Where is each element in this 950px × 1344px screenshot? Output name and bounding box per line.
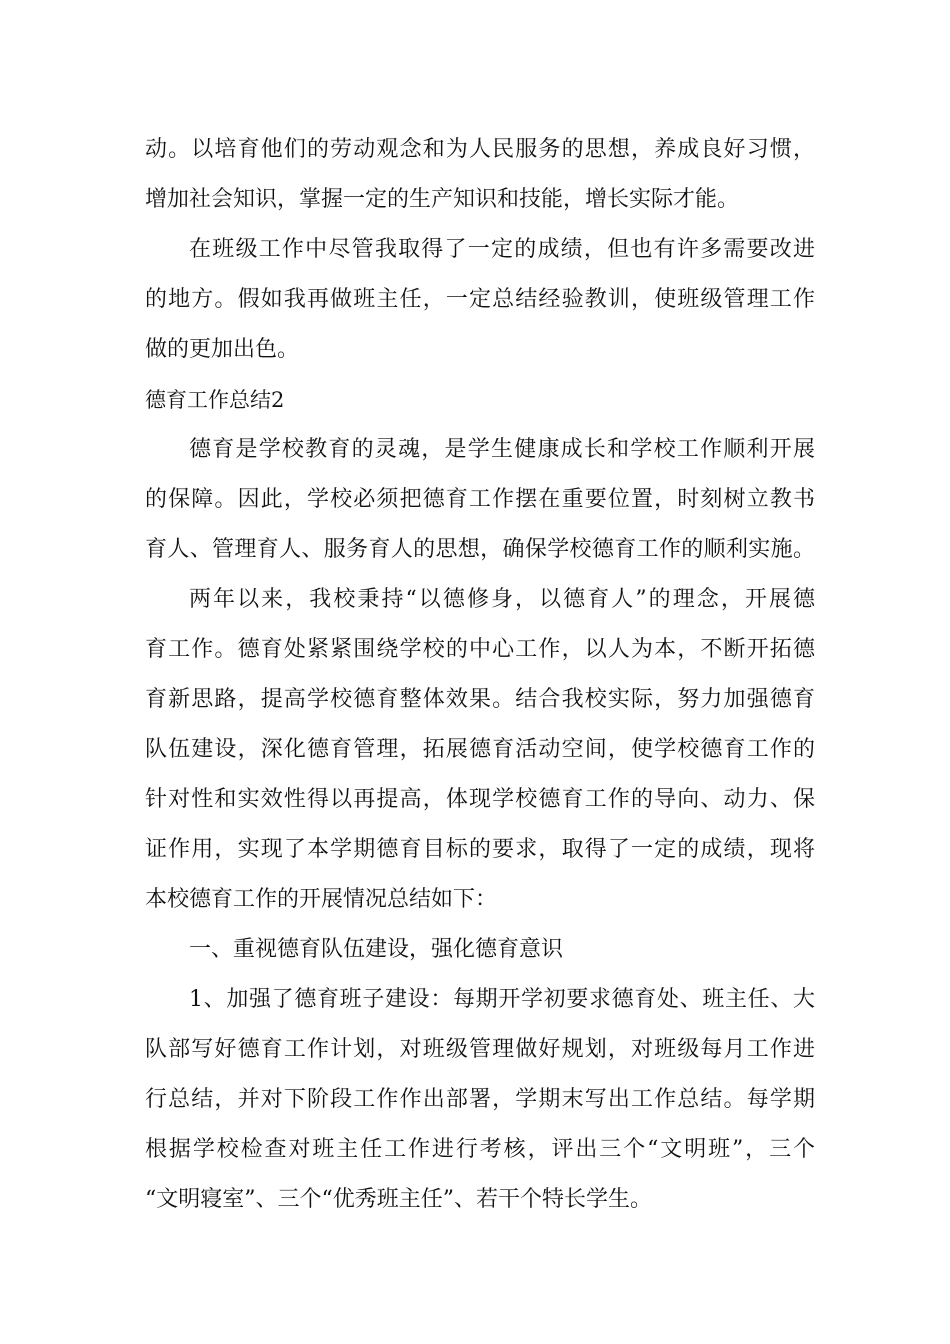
paragraph-line: 育新思路，提高学校德育整体效果。结合我校实际，努力加强德育	[145, 687, 815, 712]
paragraph-line: 育工作。德育处紧紧围绕学校的中心工作，以人为本，不断开拓德	[145, 637, 815, 662]
subheading: 一、重视德育队伍建设，强化德育意识	[189, 937, 564, 962]
paragraph-line: 动。以培育他们的劳动观念和为人民服务的思想，养成良好习惯，	[145, 137, 815, 162]
paragraph-line: 德育是学校教育的灵魂，是学生健康成长和学校工作顺利开展	[189, 437, 815, 462]
paragraph-line: 1、加强了德育班子建设：每期开学初要求德育处、班主任、大	[189, 987, 815, 1012]
paragraph-line: 证作用，实现了本学期德育目标的要求，取得了一定的成绩，现将	[145, 837, 815, 862]
paragraph-line: 行总结，并对下阶段工作作出部署，学期末写出工作总结。每学期	[145, 1087, 815, 1112]
paragraph-line: 增加社会知识，掌握一定的生产知识和技能，增长实际才能。	[145, 187, 740, 212]
paragraph-line: 队部写好德育工作计划，对班级管理做好规划，对班级每月工作进	[145, 1037, 815, 1062]
paragraph-line: 育人、管理育人、服务育人的思想，确保学校德育工作的顺利实施。	[145, 537, 815, 562]
paragraph-line: 针对性和实效性得以再提高，体现学校德育工作的导向、动力、保	[145, 787, 815, 812]
paragraph-line: 两年以来，我校秉持“以德修身，以德育人”的理念，开展德	[189, 587, 815, 612]
paragraph-line: 的保障。因此，学校必须把德育工作摆在重要位置，时刻树立教书	[145, 487, 815, 512]
paragraph-line: 根据学校检查对班主任工作进行考核，评出三个“文明班”，三个	[145, 1137, 815, 1162]
paragraph-line: “文明寝室”、三个“优秀班主任”、若干个特长学生。	[145, 1187, 652, 1212]
paragraph-line: 队伍建设，深化德育管理，拓展德育活动空间，使学校德育工作的	[145, 737, 815, 762]
paragraph-line: 在班级工作中尽管我取得了一定的成绩，但也有许多需要改进	[189, 237, 815, 262]
section-title: 德育工作总结2	[145, 388, 285, 412]
paragraph-line: 做的更加出色。	[145, 337, 300, 362]
paragraph-line: 的地方。假如我再做班主任，一定总结经验教训，使班级管理工作	[145, 287, 815, 312]
paragraph-line: 本校德育工作的开展情况总结如下：	[145, 887, 498, 912]
